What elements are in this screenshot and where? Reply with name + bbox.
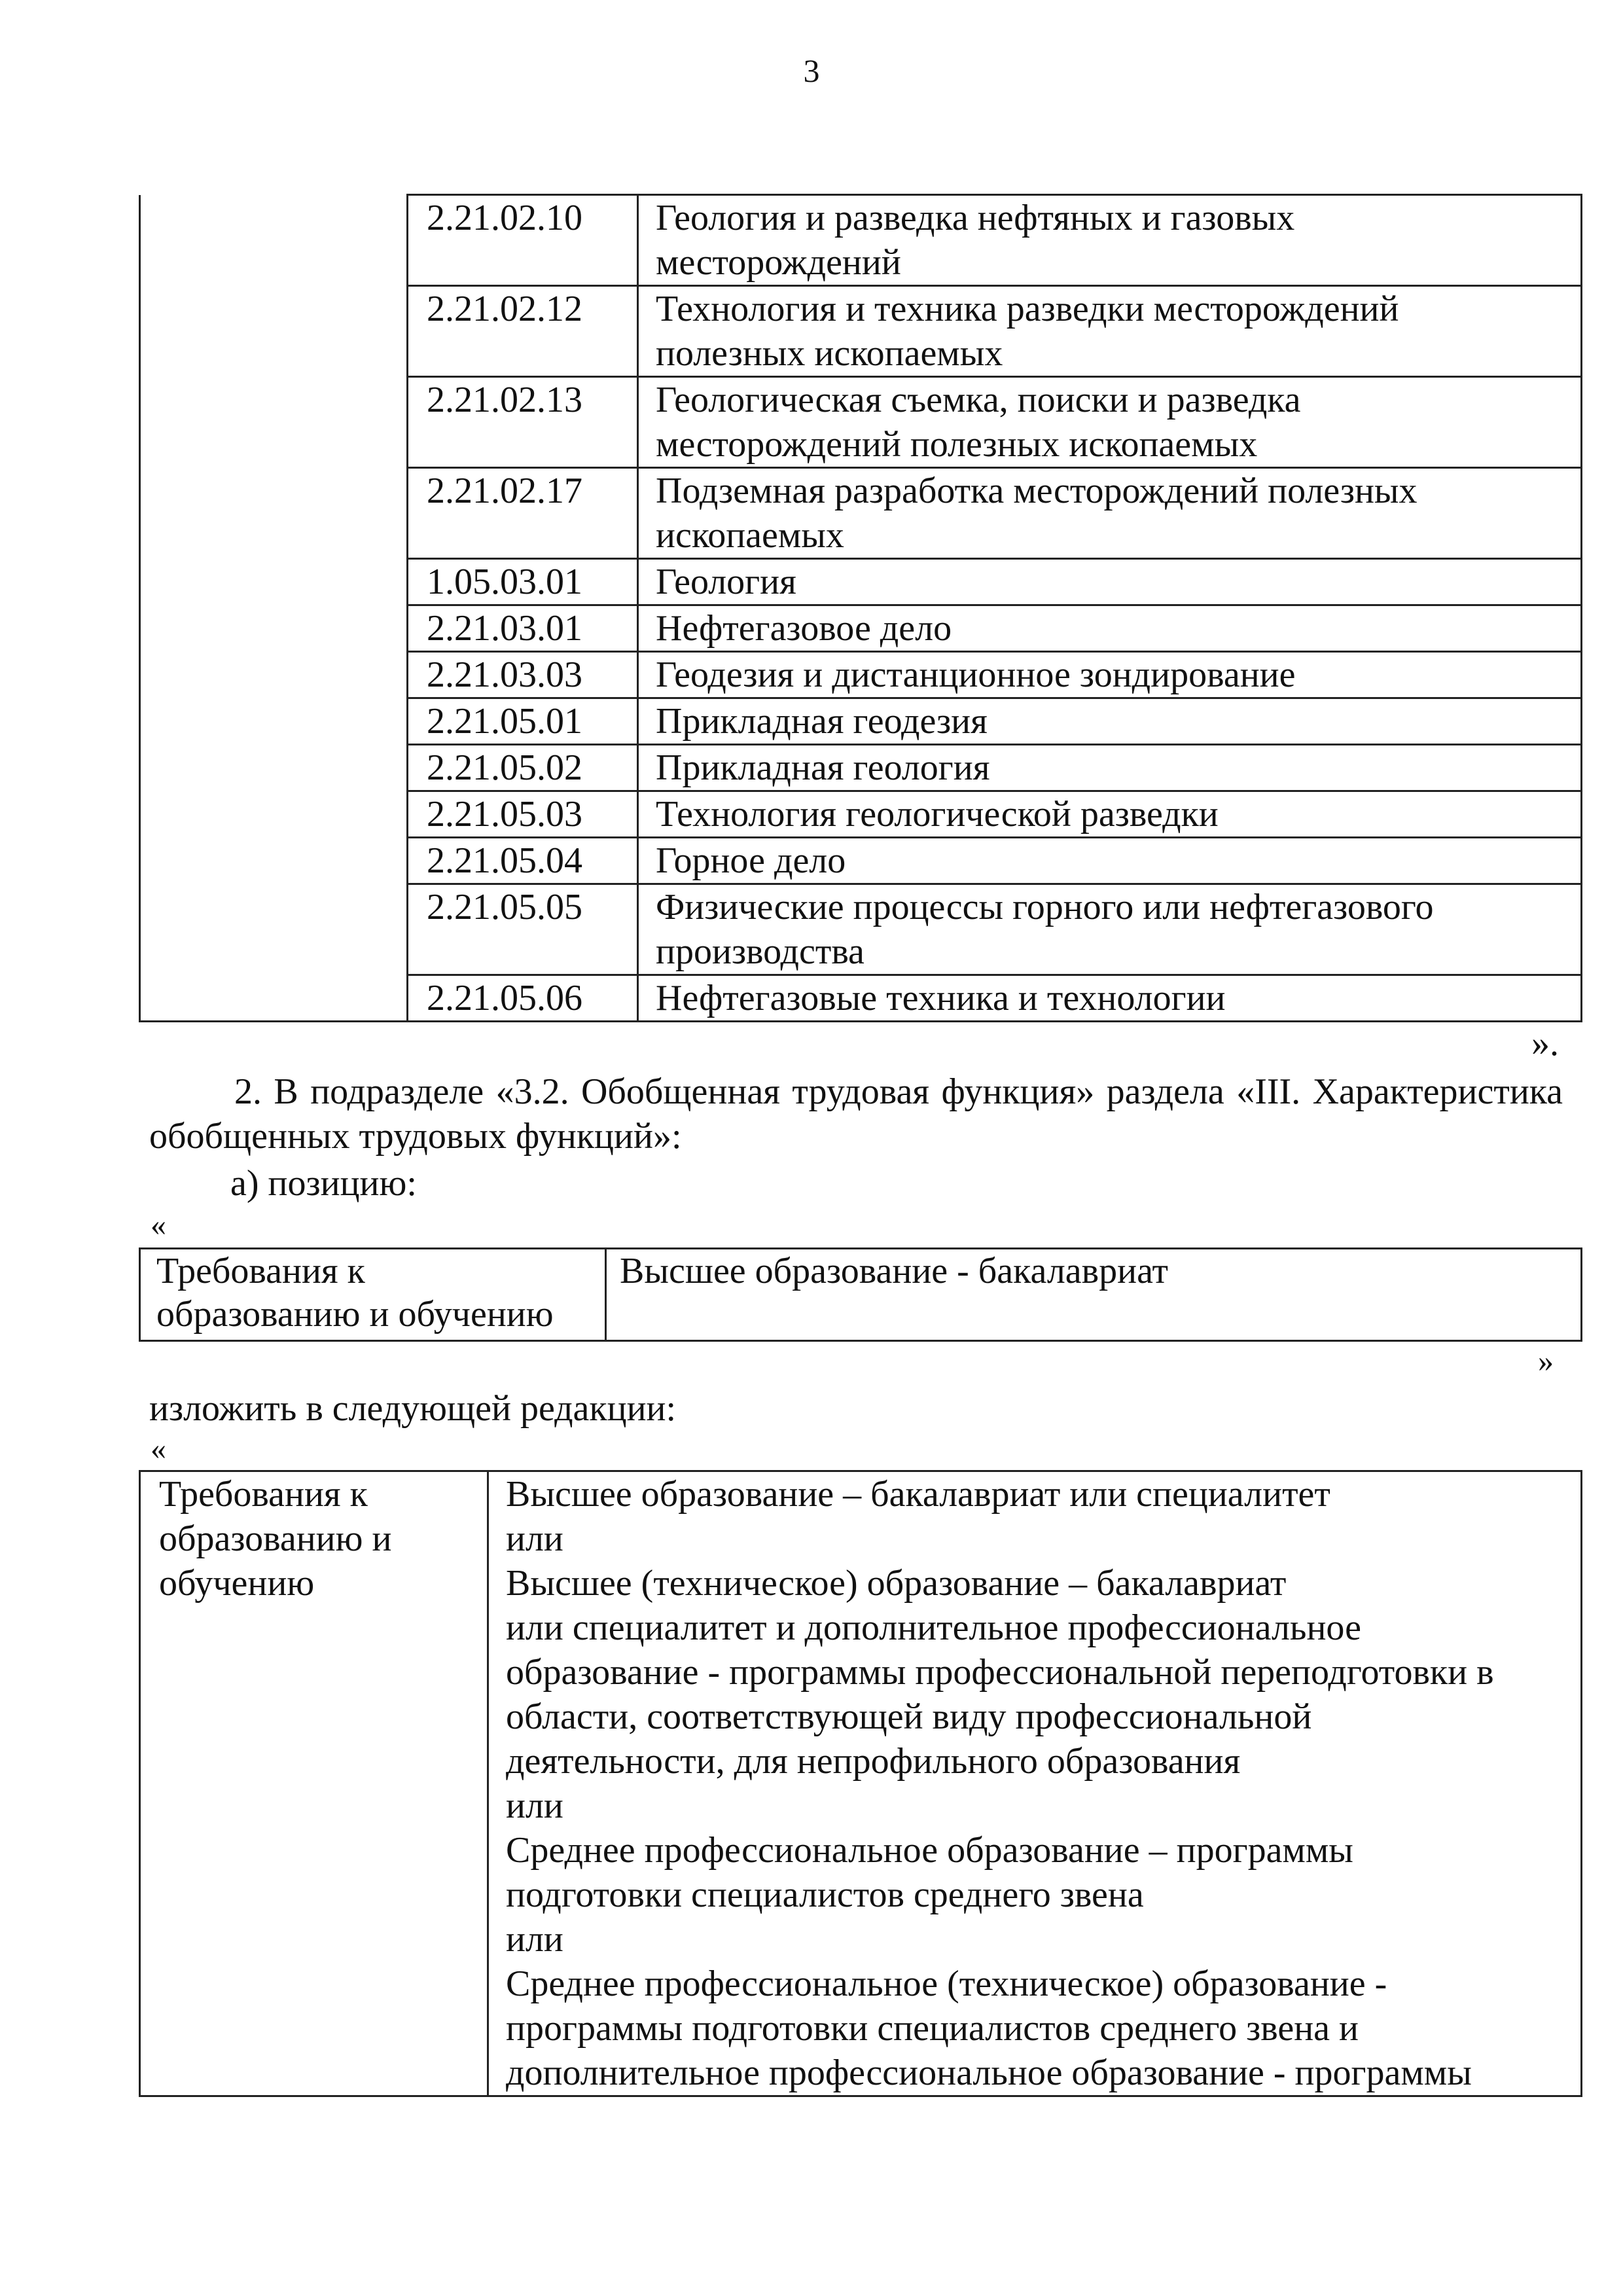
specialty-name xyxy=(638,468,1582,559)
specialty-code: 2.21.02.17 xyxy=(408,468,638,559)
requirement-line: дополнительное профессиональное образование - программы xyxy=(506,2053,1472,2093)
requirement-line: Высшее (техническое) образование – бакалавриат xyxy=(506,1563,1287,1604)
specialty-name-line: месторождений полезных ископаемых xyxy=(656,424,1258,465)
empty-cell xyxy=(140,559,408,605)
specialties-table xyxy=(139,194,1582,1022)
table-row xyxy=(140,468,1582,559)
specialty-name xyxy=(638,884,1582,975)
empty-cell xyxy=(140,195,408,286)
empty-cell xyxy=(140,975,408,1022)
specialty-name-line: Геодезия и дистанционное зондирование xyxy=(656,655,1296,695)
specialty-code: 2.21.05.05 xyxy=(408,884,638,975)
requirement-line: области, соответствующей виду профессиональной xyxy=(506,1696,1312,1737)
requirements-value-cell xyxy=(488,1471,1582,2096)
empty-cell xyxy=(140,884,408,975)
specialty-name-line: Технология геологической разведки xyxy=(656,794,1219,834)
requirement-line: подготовки специалистов среднего звена xyxy=(506,1874,1144,1915)
specialty-name xyxy=(638,791,1582,838)
specialty-name xyxy=(638,652,1582,698)
closing-quote: ». xyxy=(1531,1023,1559,1064)
specialty-name-line: Нефтегазовые техника и технологии xyxy=(656,978,1226,1018)
requirement-line: Среднее профессиональное образование – программы xyxy=(506,1830,1353,1871)
requirement-line: или специалитет и дополнительное профессиональное xyxy=(506,1607,1361,1648)
specialty-name-line: Технология и техника разведки месторождений xyxy=(656,289,1399,329)
specialty-code: 2.21.02.10 xyxy=(408,195,638,286)
requirement-line: или xyxy=(506,1785,563,1826)
specialty-name xyxy=(638,195,1582,286)
empty-cell xyxy=(140,838,408,884)
table-row xyxy=(140,377,1582,468)
page-number: 3 xyxy=(803,52,820,89)
empty-cell xyxy=(140,652,408,698)
label-line: образованию и xyxy=(159,1518,392,1559)
table-row xyxy=(140,1471,1582,2096)
specialty-code: 2.21.02.12 xyxy=(408,286,638,377)
new-edition-paragraph: изложить в следующей редакции: xyxy=(149,1388,677,1429)
empty-cell xyxy=(140,791,408,838)
specialty-name-line: Горное дело xyxy=(656,840,846,881)
specialty-name xyxy=(638,286,1582,377)
specialty-code: 2.21.05.01 xyxy=(408,698,638,745)
specialty-name-line: Геология и разведка нефтяных и газовых xyxy=(656,198,1295,238)
table-row xyxy=(140,605,1582,652)
requirements-label-cell xyxy=(140,1471,488,2096)
table-row xyxy=(140,975,1582,1022)
specialty-name-line: ископаемых xyxy=(656,515,844,556)
empty-cell xyxy=(140,377,408,468)
specialty-name-line: полезных ископаемых xyxy=(656,333,1003,374)
item-a-label: а) позицию: xyxy=(230,1163,417,1204)
requirement-line: или xyxy=(506,1919,563,1960)
table-row xyxy=(140,652,1582,698)
opening-quote: « xyxy=(151,1208,166,1242)
label-line: образованию и обучению xyxy=(156,1294,554,1335)
specialty-name-line: Нефтегазовое дело xyxy=(656,608,952,649)
label-line: Требования к xyxy=(156,1251,365,1291)
specialty-name xyxy=(638,377,1582,468)
requirements-value-cell: Высшее образование - бакалавриат xyxy=(606,1249,1582,1341)
requirement-line: деятельности, для непрофильного образования xyxy=(506,1741,1241,1782)
specialty-code: 1.05.03.01 xyxy=(408,559,638,605)
requirement-line: Среднее профессиональное (техническое) образование - xyxy=(506,1964,1387,2004)
specialty-code: 2.21.05.06 xyxy=(408,975,638,1022)
specialty-name-line: Геология xyxy=(656,562,796,602)
label-line: обучению xyxy=(159,1563,315,1604)
opening-quote: « xyxy=(151,1431,166,1466)
specialty-name xyxy=(638,975,1582,1022)
empty-cell xyxy=(140,698,408,745)
empty-cell xyxy=(140,468,408,559)
old-requirements-table xyxy=(139,1247,1582,1342)
specialty-code: 2.21.03.01 xyxy=(408,605,638,652)
table-row xyxy=(140,698,1582,745)
specialty-name xyxy=(638,559,1582,605)
table-row xyxy=(140,884,1582,975)
empty-cell xyxy=(140,605,408,652)
table-row xyxy=(140,745,1582,791)
requirement-line: образование - программы профессиональной переподготовки в xyxy=(506,1652,1494,1693)
specialty-code: 2.21.05.02 xyxy=(408,745,638,791)
table-row xyxy=(140,195,1582,286)
specialty-name-line: Прикладная геология xyxy=(656,747,990,788)
label-line: Требования к xyxy=(159,1474,368,1515)
table-row xyxy=(140,791,1582,838)
specialty-name xyxy=(638,698,1582,745)
specialty-name-line: Геологическая съемка, поиски и разведка xyxy=(656,380,1301,420)
table-row xyxy=(140,1249,1582,1341)
table-row xyxy=(140,286,1582,377)
specialty-name xyxy=(638,605,1582,652)
table-row xyxy=(140,559,1582,605)
closing-quote: » xyxy=(1538,1344,1554,1378)
specialty-code: 2.21.03.03 xyxy=(408,652,638,698)
table-row xyxy=(140,838,1582,884)
amendment-paragraph-2: 2. В подразделе «3.2. Обобщенная трудовая функция» раздела «III. Характеристика обобщенных трудовых функций»: xyxy=(149,1071,1563,1157)
empty-cell xyxy=(140,286,408,377)
specialty-name xyxy=(638,745,1582,791)
requirement-line: Высшее образование – бакалавриат или специалитет xyxy=(506,1474,1330,1515)
specialty-name-line: месторождений xyxy=(656,242,901,283)
new-requirements-table xyxy=(139,1470,1582,2097)
specialty-name-line: Физические процессы горного или нефтегазового xyxy=(656,887,1434,927)
specialty-name-line: Прикладная геодезия xyxy=(656,701,988,742)
requirement-line: программы подготовки специалистов среднего звена и xyxy=(506,2008,1359,2049)
specialty-code: 2.21.05.03 xyxy=(408,791,638,838)
requirements-label-cell xyxy=(140,1249,606,1341)
specialty-code: 2.21.05.04 xyxy=(408,838,638,884)
empty-cell xyxy=(140,745,408,791)
specialty-name xyxy=(638,838,1582,884)
specialty-code: 2.21.02.13 xyxy=(408,377,638,468)
requirement-line: или xyxy=(506,1518,563,1559)
specialty-name-line: производства xyxy=(656,931,865,972)
specialty-name-line: Подземная разработка месторождений полезных xyxy=(656,471,1418,511)
